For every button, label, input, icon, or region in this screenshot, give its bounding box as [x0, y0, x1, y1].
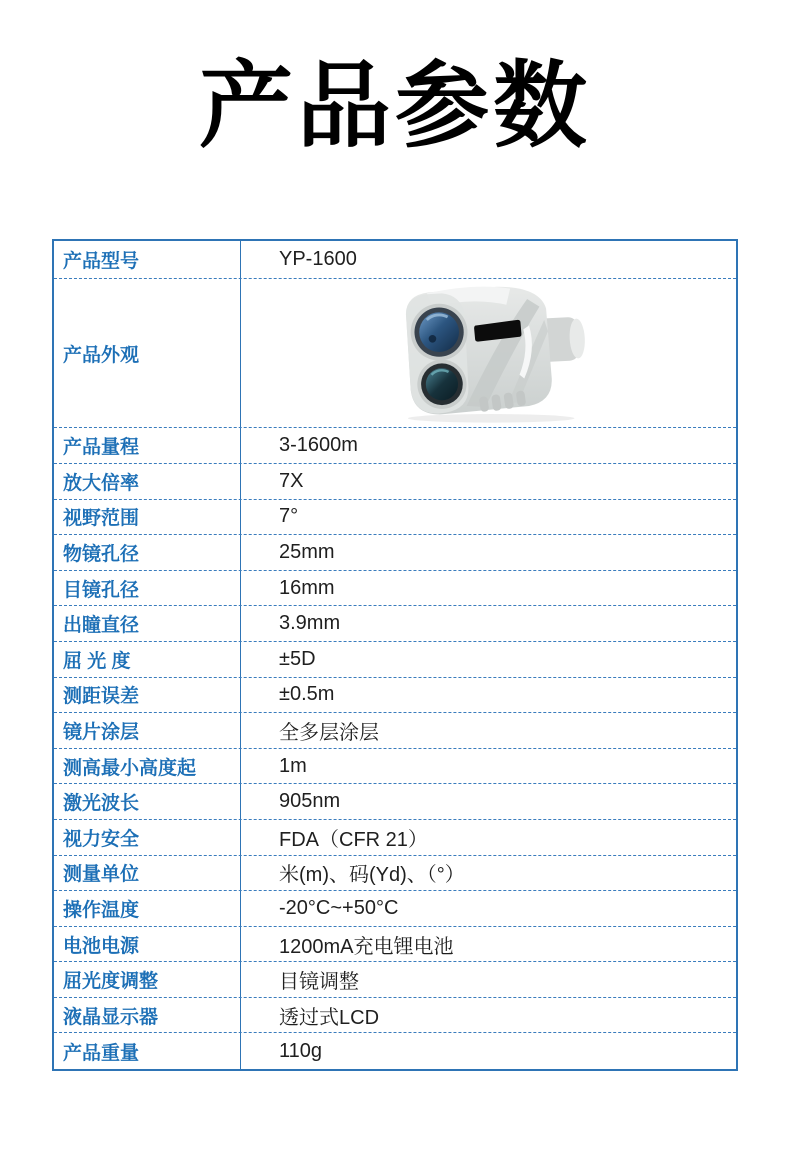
- spec-value-cell: [241, 500, 736, 535]
- spec-value: 透过式LCD: [279, 1006, 380, 1029]
- spec-value-cell: [241, 428, 736, 463]
- spec-value: 1200mA充电锂电池: [279, 935, 454, 958]
- spec-label: 放大倍率: [63, 472, 140, 494]
- spec-label: 产品型号: [63, 251, 140, 273]
- spec-value-cell: [241, 606, 736, 641]
- spec-label: 屈 光 度: [63, 650, 131, 672]
- spec-label: 测高最小高度起: [63, 757, 197, 779]
- table-row: [54, 535, 736, 571]
- spec-value-cell: [241, 241, 736, 278]
- spec-label: 激光波长: [63, 793, 140, 815]
- table-row: [54, 571, 736, 607]
- spec-value: 3-1600m: [279, 434, 358, 457]
- page-title: 产品参数: [198, 55, 591, 159]
- spec-value-cell: [241, 749, 736, 784]
- objective-lens: [410, 304, 467, 361]
- spec-value-cell: [241, 279, 736, 427]
- spec-label: 出瞳直径: [63, 615, 140, 637]
- spec-value: -20°C~+50°C: [279, 896, 399, 919]
- spec-label: 操作温度: [63, 899, 140, 921]
- spec-value-cell: [241, 820, 736, 855]
- spec-label-cell: [54, 784, 241, 819]
- spec-value: 目镜调整: [279, 971, 359, 994]
- spec-value: ±5D: [279, 647, 316, 670]
- spec-value-cell: [241, 642, 736, 677]
- spec-value: 米(m)、码(Yd)、（°）: [279, 864, 465, 887]
- table-row: [54, 241, 736, 279]
- spec-value-cell: [241, 535, 736, 570]
- spec-label-cell: [54, 642, 241, 677]
- spec-label: 产品外观: [63, 344, 140, 366]
- spec-label-cell: [54, 606, 241, 641]
- table-row: [54, 856, 736, 892]
- spec-value-cell: [241, 962, 736, 997]
- table-row: [54, 784, 736, 820]
- spec-label-cell: [54, 279, 241, 427]
- spec-value-cell: [241, 713, 736, 748]
- spec-label-cell: [54, 820, 241, 855]
- spec-label-cell: [54, 241, 241, 278]
- spec-label: 液晶显示器: [63, 1006, 159, 1028]
- spec-value: 3.9mm: [279, 612, 341, 635]
- spec-label-cell: [54, 927, 241, 962]
- table-row: [54, 500, 736, 536]
- spec-value-cell: [241, 464, 736, 499]
- spec-label: 产品量程: [63, 437, 140, 459]
- spec-label-cell: [54, 749, 241, 784]
- spec-label: 电池电源: [63, 935, 140, 957]
- spec-label-cell: [54, 713, 241, 748]
- table-row: [54, 820, 736, 856]
- table-row: [54, 1033, 736, 1069]
- spec-label-cell: [54, 856, 241, 891]
- spec-label: 产品重量: [63, 1042, 140, 1064]
- spec-value: 1m: [279, 754, 307, 777]
- spec-label: 测量单位: [63, 864, 140, 886]
- table-row: [54, 279, 736, 428]
- rangefinder-product-photo: [385, 282, 603, 424]
- spec-label-cell: [54, 962, 241, 997]
- spec-label: 目镜孔径: [63, 579, 140, 601]
- spec-label-cell: [54, 464, 241, 499]
- spec-value: 全多层涂层: [279, 721, 379, 744]
- spec-label-cell: [54, 571, 241, 606]
- spec-value-cell: [241, 998, 736, 1033]
- spec-value: 16mm: [279, 576, 335, 599]
- spec-value-cell: [241, 784, 736, 819]
- spec-label: 屈光度调整: [63, 971, 159, 993]
- spec-value: 7°: [279, 505, 299, 528]
- table-row: [54, 927, 736, 963]
- spec-label: 视野范围: [63, 508, 140, 530]
- spec-value: 905nm: [279, 790, 341, 813]
- table-row: [54, 891, 736, 927]
- spec-label-cell: [54, 428, 241, 463]
- laser-lens: [417, 360, 466, 409]
- spec-value-cell: [241, 1033, 736, 1069]
- spec-label-cell: [54, 998, 241, 1033]
- spec-value-cell: [241, 678, 736, 713]
- product-shadow: [407, 414, 574, 423]
- spec-label: 镜片涂层: [63, 721, 140, 743]
- table-row: [54, 998, 736, 1034]
- spec-value: YP-1600: [279, 248, 357, 271]
- spec-value-cell: [241, 927, 736, 962]
- table-row: [54, 678, 736, 714]
- spec-label-cell: [54, 1033, 241, 1069]
- table-row: [54, 606, 736, 642]
- spec-label-cell: [54, 535, 241, 570]
- spec-table: [52, 239, 738, 1071]
- table-row: [54, 713, 736, 749]
- table-row: [54, 749, 736, 785]
- spec-value: 7X: [279, 469, 304, 492]
- spec-value-cell: [241, 891, 736, 926]
- spec-label: 测距误差: [63, 686, 140, 708]
- spec-value-cell: [241, 856, 736, 891]
- table-row: [54, 428, 736, 464]
- table-row: [54, 464, 736, 500]
- spec-value: 110g: [279, 1039, 323, 1062]
- spec-label-cell: [54, 500, 241, 535]
- spec-label-cell: [54, 678, 241, 713]
- table-row: [54, 642, 736, 678]
- spec-value: 25mm: [279, 540, 335, 563]
- spec-value: FDA（CFR 21）: [279, 828, 428, 851]
- spec-value-cell: [241, 571, 736, 606]
- spec-label: 视力安全: [63, 828, 140, 850]
- table-row: [54, 962, 736, 998]
- spec-value: ±0.5m: [279, 683, 335, 706]
- spec-label: 物镜孔径: [63, 543, 140, 565]
- product-spec-page: [0, 56, 790, 1071]
- spec-label-cell: [54, 891, 241, 926]
